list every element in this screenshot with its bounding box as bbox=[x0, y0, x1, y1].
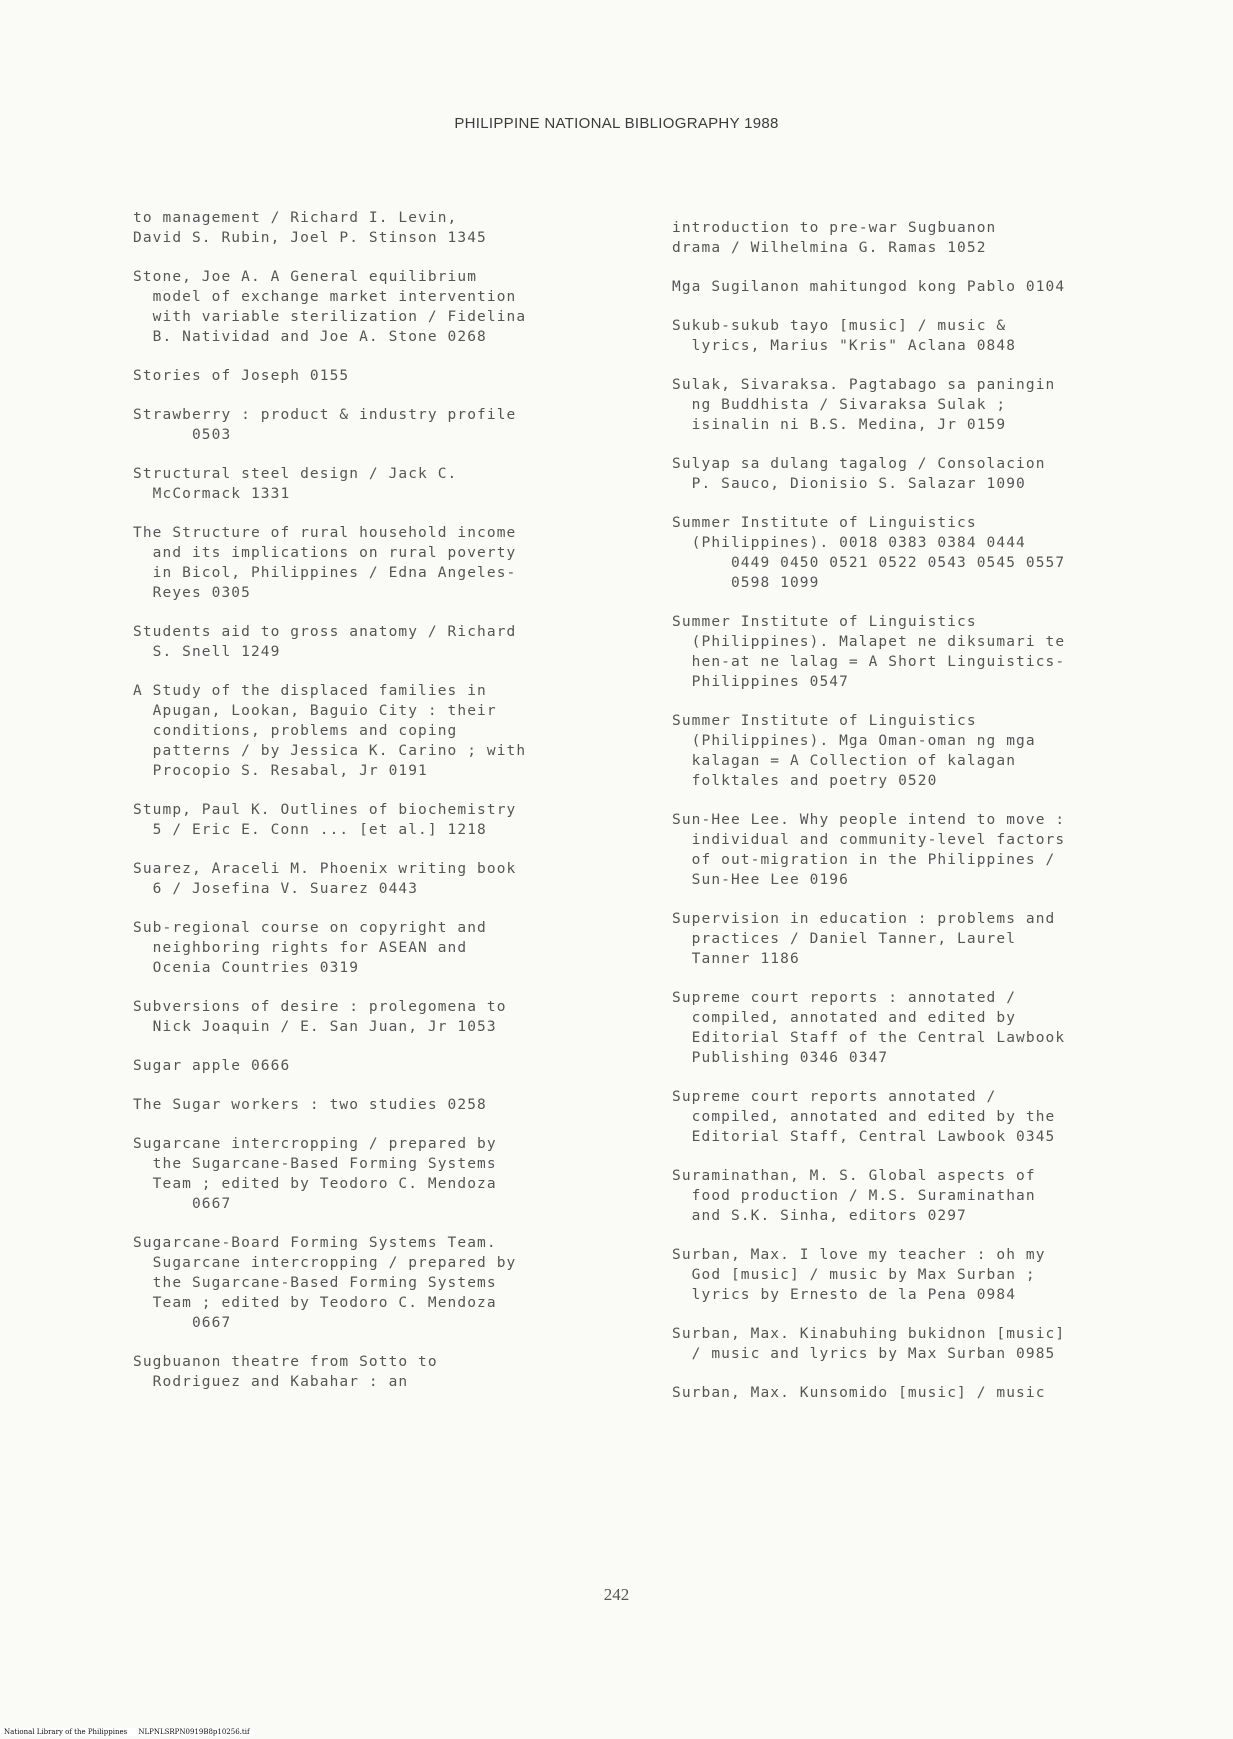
bibliography-entry bbox=[133, 622, 633, 662]
bibliography-entry bbox=[672, 316, 1192, 356]
entry-line: Philippines 0547 bbox=[672, 674, 849, 690]
entry-line: practices / Daniel Tanner, Laurel bbox=[672, 931, 1017, 947]
entry-line: (Philippines). 0018 0383 0384 0444 bbox=[672, 535, 1026, 551]
entry-line: the Sugarcane-Based Forming Systems bbox=[133, 1275, 497, 1291]
bibliography-entry bbox=[133, 366, 633, 386]
entry-line: Stories of Joseph 0155 bbox=[133, 368, 350, 384]
bibliography-entry bbox=[672, 277, 1192, 297]
entry-line: The Structure of rural household income bbox=[133, 525, 517, 541]
entry-line: (Philippines). Malapet ne diksumari te bbox=[672, 634, 1066, 650]
page-number: 242 bbox=[603, 1585, 630, 1604]
entry-line: Strawberry : product & industry profile bbox=[133, 407, 517, 423]
entry-line: The Sugar workers : two studies 0258 bbox=[133, 1097, 487, 1113]
bibliography-entry bbox=[133, 918, 633, 978]
entry-line: model of exchange market intervention bbox=[133, 289, 517, 305]
entry-line: compiled, annotated and edited by bbox=[672, 1010, 1017, 1026]
entry-line: Sun-Hee Lee. Why people intend to move : bbox=[672, 812, 1066, 828]
entry-line: introduction to pre-war Sugbuanon bbox=[672, 220, 997, 236]
entry-line: McCormack 1331 bbox=[133, 486, 291, 502]
bibliography-entry bbox=[672, 810, 1192, 890]
entry-line: Supervision in education : problems and bbox=[672, 911, 1056, 927]
entry-line: and its implications on rural poverty bbox=[133, 545, 517, 561]
entry-line: patterns / by Jessica K. Carino ; with bbox=[133, 743, 527, 759]
entry-line: individual and community-level factors bbox=[672, 832, 1066, 848]
bibliography-entry bbox=[133, 800, 633, 840]
entry-line: of out-migration in the Philippines / bbox=[672, 852, 1056, 868]
entry-line: Sugbuanon theatre from Sotto to bbox=[133, 1354, 438, 1370]
entry-line: P. Sauco, Dionisio S. Salazar 1090 bbox=[672, 476, 1026, 492]
bibliography-entry bbox=[672, 1324, 1192, 1364]
entry-line: Ocenia Countries 0319 bbox=[133, 960, 360, 976]
entry-line: lyrics, Marius "Kris" Aclana 0848 bbox=[672, 338, 1017, 354]
entry-line: with variable sterilization / Fidelina bbox=[133, 309, 527, 325]
bibliography-entry bbox=[133, 1352, 633, 1392]
bibliography-entry bbox=[133, 997, 633, 1037]
bibliography-entry bbox=[672, 454, 1192, 494]
bibliography-entry bbox=[133, 1233, 633, 1333]
entry-line: to management / Richard I. Levin, bbox=[133, 210, 458, 226]
entry-line: Surban, Max. Kinabuhing bukidnon [music] bbox=[672, 1326, 1066, 1342]
entry-line: Nick Joaquin / E. San Juan, Jr 1053 bbox=[133, 1019, 497, 1035]
entry-line: Summer Institute of Linguistics bbox=[672, 515, 977, 531]
entry-line: 0449 0450 0521 0522 0543 0545 0557 bbox=[672, 555, 1066, 571]
entry-line: Sugarcane intercropping / prepared by bbox=[133, 1136, 497, 1152]
entry-line: 0667 bbox=[133, 1315, 232, 1331]
entry-line: ng Buddhista / Sivaraksa Sulak ; bbox=[672, 397, 1007, 413]
entry-line: Sugarcane-Board Forming Systems Team. bbox=[133, 1235, 497, 1251]
entry-line: folktales and poetry 0520 bbox=[672, 773, 938, 789]
entry-line: Surban, Max. I love my teacher : oh my bbox=[672, 1247, 1046, 1263]
entry-line: Stone, Joe A. A General equilibrium bbox=[133, 269, 478, 285]
bibliography-entry bbox=[672, 218, 1192, 258]
bibliography-entry bbox=[672, 909, 1192, 969]
entry-line: (Philippines). Mga Oman-oman ng mga bbox=[672, 733, 1036, 749]
entry-line: lyrics by Ernesto de la Pena 0984 bbox=[672, 1287, 1017, 1303]
bibliography-entry bbox=[133, 1056, 633, 1076]
entry-line: isinalin ni B.S. Medina, Jr 0159 bbox=[672, 417, 1007, 433]
bibliography-entry bbox=[672, 1383, 1192, 1403]
left-column bbox=[133, 208, 633, 1411]
entry-line: Supreme court reports annotated / bbox=[672, 1089, 997, 1105]
bibliography-entry bbox=[672, 375, 1192, 435]
entry-line: Stump, Paul K. Outlines of biochemistry bbox=[133, 802, 517, 818]
entry-line: 5 / Eric E. Conn ... [et al.] 1218 bbox=[133, 822, 487, 838]
entry-line: Team ; edited by Teodoro C. Mendoza bbox=[133, 1176, 497, 1192]
bibliography-entry bbox=[672, 513, 1192, 593]
entry-line: Sulyap sa dulang tagalog / Consolacion bbox=[672, 456, 1046, 472]
entry-line: Publishing 0346 0347 bbox=[672, 1050, 889, 1066]
entry-line: Rodriguez and Kabahar : an bbox=[133, 1374, 409, 1390]
bibliography-entry bbox=[672, 612, 1192, 692]
entry-line: God [music] / music by Max Surban ; bbox=[672, 1267, 1036, 1283]
bibliography-entry bbox=[133, 208, 633, 248]
entry-line: Structural steel design / Jack C. bbox=[133, 466, 458, 482]
entry-line: kalagan = A Collection of kalagan bbox=[672, 753, 1017, 769]
entry-line: Mga Sugilanon mahitungod kong Pablo 0104 bbox=[672, 279, 1066, 295]
entry-line: Supreme court reports : annotated / bbox=[672, 990, 1017, 1006]
entry-line: Team ; edited by Teodoro C. Mendoza bbox=[133, 1295, 497, 1311]
entry-line: Sukub-sukub tayo [music] / music & bbox=[672, 318, 1007, 334]
right-column bbox=[672, 218, 1192, 1422]
entry-line: Suarez, Araceli M. Phoenix writing book bbox=[133, 861, 517, 877]
entry-line: Tanner 1186 bbox=[672, 951, 800, 967]
entry-line: hen-at ne lalag = A Short Linguistics- bbox=[672, 654, 1066, 670]
entry-line: Summer Institute of Linguistics bbox=[672, 614, 977, 630]
entry-line: 0598 1099 bbox=[672, 575, 820, 591]
entry-line: neighboring rights for ASEAN and bbox=[133, 940, 468, 956]
entry-line: Sulak, Sivaraksa. Pagtabago sa paningin bbox=[672, 377, 1056, 393]
entry-line: Apugan, Lookan, Baguio City : their bbox=[133, 703, 497, 719]
bibliography-entry bbox=[133, 1134, 633, 1214]
entry-line: Suraminathan, M. S. Global aspects of bbox=[672, 1168, 1036, 1184]
bibliography-entry bbox=[672, 1245, 1192, 1305]
bibliography-entry bbox=[672, 711, 1192, 791]
entry-line: Subversions of desire : prolegomena to bbox=[133, 999, 507, 1015]
entry-line: in Bicol, Philippines / Edna Angeles- bbox=[133, 565, 517, 581]
bibliography-entry bbox=[133, 405, 633, 445]
entry-line: compiled, annotated and edited by the bbox=[672, 1109, 1056, 1125]
entry-line: Sun-Hee Lee 0196 bbox=[672, 872, 849, 888]
bibliography-entry bbox=[672, 1087, 1192, 1147]
entry-line: B. Natividad and Joe A. Stone 0268 bbox=[133, 329, 487, 345]
entry-line: S. Snell 1249 bbox=[133, 644, 281, 660]
bibliography-entry bbox=[133, 464, 633, 504]
bibliography-entry bbox=[133, 523, 633, 603]
entry-line: 0503 bbox=[133, 427, 232, 443]
entry-line: Editorial Staff, Central Lawbook 0345 bbox=[672, 1129, 1056, 1145]
entry-line: Editorial Staff of the Central Lawbook bbox=[672, 1030, 1066, 1046]
scan-footer: National Library of the Philippines NLPNLSRPN0919B8p10256.tif bbox=[0, 1728, 254, 1736]
entry-line: Sugarcane intercropping / prepared by bbox=[133, 1255, 517, 1271]
entry-line: conditions, problems and coping bbox=[133, 723, 458, 739]
bibliography-entry bbox=[672, 988, 1192, 1068]
entry-line: A Study of the displaced families in bbox=[133, 683, 487, 699]
bibliography-entry bbox=[133, 1095, 633, 1115]
entry-line: 6 / Josefina V. Suarez 0443 bbox=[133, 881, 419, 897]
entry-line: the Sugarcane-Based Forming Systems bbox=[133, 1156, 497, 1172]
entry-line: Procopio S. Resabal, Jr 0191 bbox=[133, 763, 428, 779]
entry-line: David S. Rubin, Joel P. Stinson 1345 bbox=[133, 230, 487, 246]
entry-line: Students aid to gross anatomy / Richard bbox=[133, 624, 517, 640]
entry-line: Reyes 0305 bbox=[133, 585, 251, 601]
entry-line: and S.K. Sinha, editors 0297 bbox=[672, 1208, 967, 1224]
bibliography-entry bbox=[133, 267, 633, 347]
entry-line: / music and lyrics by Max Surban 0985 bbox=[672, 1346, 1056, 1362]
entry-line: Sugar apple 0666 bbox=[133, 1058, 291, 1074]
entry-line: drama / Wilhelmina G. Ramas 1052 bbox=[672, 240, 987, 256]
bibliography-entry bbox=[133, 859, 633, 899]
entry-line: food production / M.S. Suraminathan bbox=[672, 1188, 1036, 1204]
bibliography-entry bbox=[672, 1166, 1192, 1226]
bibliography-entry bbox=[133, 681, 633, 781]
entry-line: Surban, Max. Kunsomido [music] / music bbox=[672, 1385, 1046, 1401]
entry-line: Summer Institute of Linguistics bbox=[672, 713, 977, 729]
entry-line: 0667 bbox=[133, 1196, 232, 1212]
entry-line: Sub-regional course on copyright and bbox=[133, 920, 487, 936]
page-header: PHILIPPINE NATIONAL BIBLIOGRAPHY 1988 bbox=[454, 115, 779, 132]
